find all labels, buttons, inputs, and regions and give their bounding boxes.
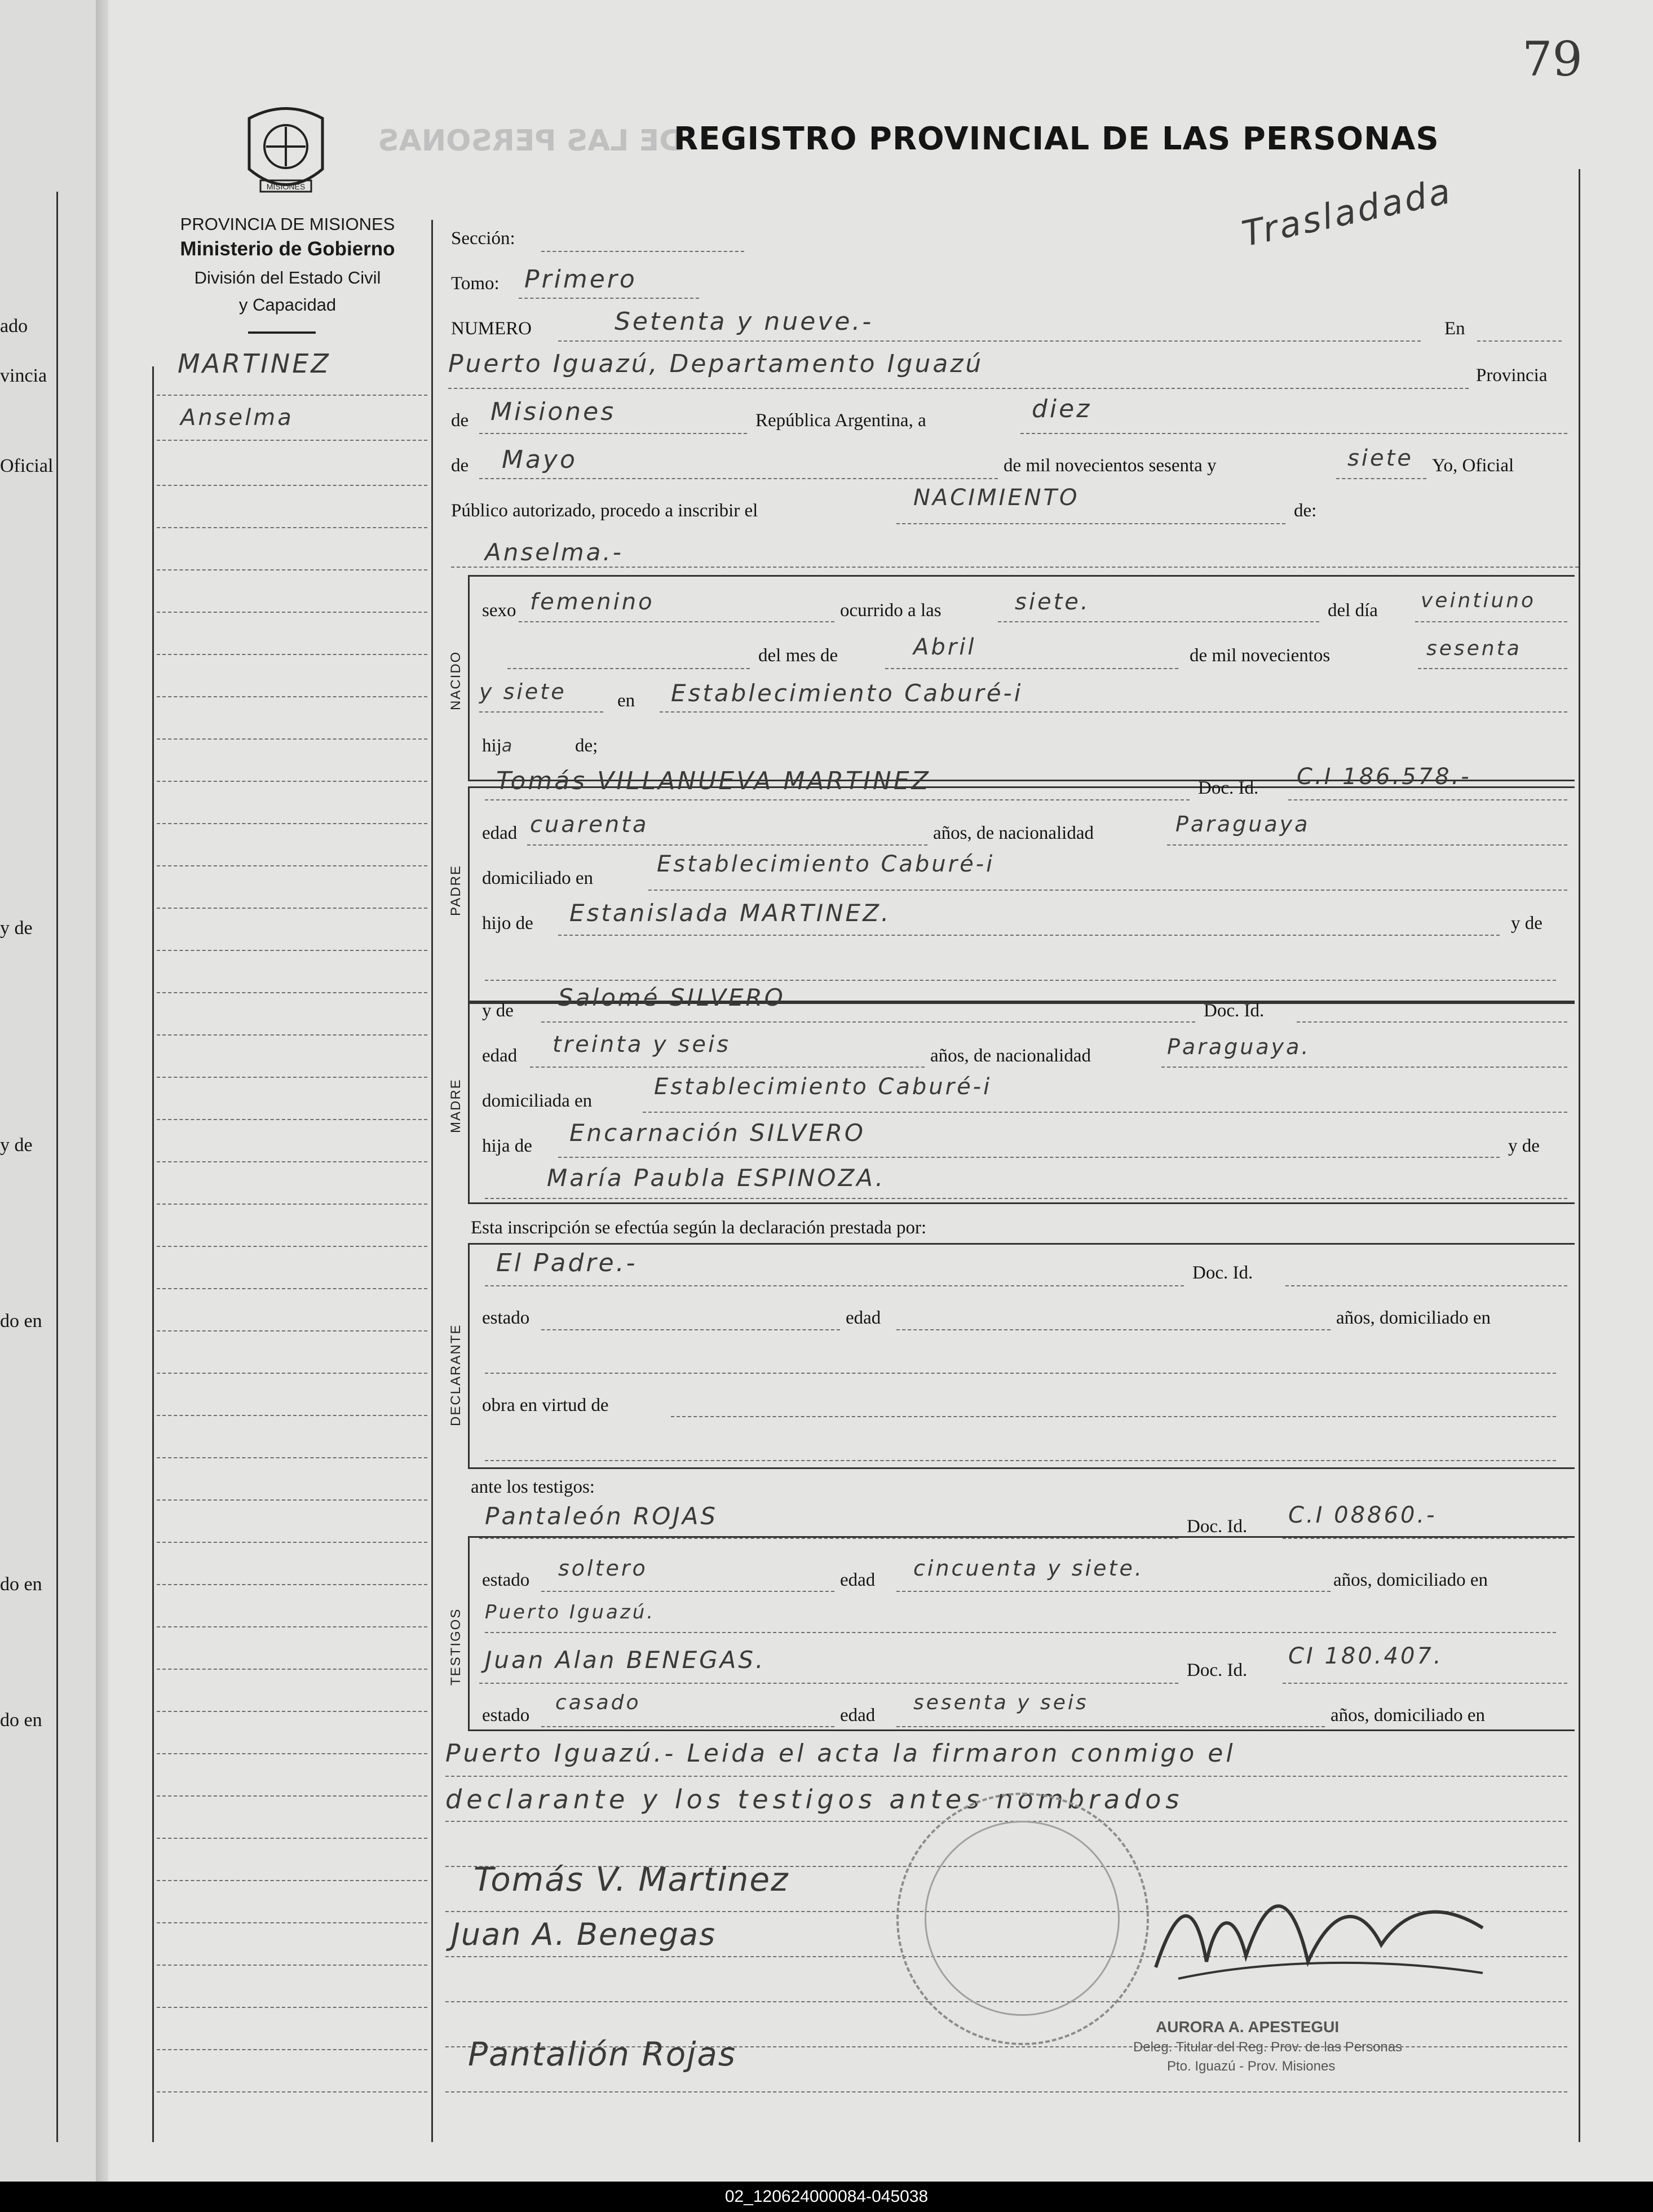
- madre-nac-label: años, de nacionalidad: [930, 1046, 1091, 1066]
- lugar-value: Establecimiento Caburé-i: [671, 679, 1023, 707]
- page-number: 79: [1522, 32, 1583, 87]
- sexo-label: sexo: [482, 600, 516, 621]
- de-label: de: [451, 410, 469, 431]
- testigo1-edad-value: cincuenta y siete.: [913, 1556, 1144, 1581]
- publico-label: Público autorizado, procedo a inscribir el: [451, 501, 758, 521]
- signature-witness-benegas: Juan A. Benegas: [451, 1917, 717, 1952]
- madre-yde-label: y de: [482, 1001, 514, 1021]
- testigo2-estado-value: casado: [555, 1691, 641, 1714]
- testigo1-dom-value: Puerto Iguazú.: [485, 1601, 656, 1623]
- padre-nac-label: años, de nacionalidad: [933, 823, 1094, 843]
- day-value: diez: [1032, 395, 1092, 423]
- mes-value: Abril: [913, 634, 976, 660]
- year-value: siete: [1347, 445, 1413, 471]
- padre-edad-value: cuarenta: [530, 812, 649, 838]
- header-province: PROVINCIA DE MISIONES: [180, 214, 395, 234]
- official-name: AURORA A. APESTEGUI: [1156, 2018, 1340, 2036]
- header-rule: [248, 331, 316, 334]
- de2-label: de: [451, 455, 469, 476]
- republica-label: República Argentina, a: [755, 410, 926, 431]
- mil-label-nacido: de mil novecientos: [1190, 645, 1331, 666]
- closing-text: declarante y los testigos antes nombrados: [445, 1784, 1184, 1815]
- testigo2-doc-label: Doc. Id.: [1187, 1660, 1248, 1680]
- padre-dom-value: Establecimiento Caburé-i: [657, 851, 995, 877]
- testigos-intro: ante los testigos:: [471, 1477, 595, 1497]
- margin-annotation: Trasladada: [1238, 170, 1456, 255]
- testigo2-nombre: Juan Alan BENEGAS.: [485, 1646, 766, 1674]
- testigo1-anos-label: años, domiciliado en: [1333, 1570, 1488, 1590]
- header-capacidad: y Capacidad: [238, 295, 337, 315]
- left-page: [0, 0, 99, 2182]
- anio2-value: y siete: [479, 679, 567, 704]
- declarante-intro: Esta inscripción se efectúa según la declaración prestada por:: [471, 1218, 927, 1238]
- oficial-label: Yo, Oficial: [1432, 455, 1514, 476]
- padre-hijo-value: Estanislada MARTINEZ.: [569, 899, 891, 927]
- testigo1-nombre: Pantaleón ROJAS: [485, 1502, 718, 1530]
- header-division: División del Estado Civil: [194, 268, 381, 287]
- madre-section-label: MADRE: [448, 1078, 463, 1133]
- declarante-section-label: DECLARANTE: [448, 1324, 463, 1426]
- document-title: REGISTRO PROVINCIAL DE LAS PERSONAS: [674, 121, 1439, 157]
- madre-nombre: Salomé SILVERO: [558, 984, 785, 1011]
- madre-dom-label: domiciliada en: [482, 1091, 593, 1111]
- tomo-value: Primero: [524, 265, 637, 294]
- declarante-estado-label: estado: [482, 1308, 530, 1328]
- ocurrido-label: ocurrido a las: [840, 600, 942, 621]
- left-fragment: ado: [0, 316, 28, 337]
- sexo-value: femenino: [530, 589, 655, 615]
- provincia-value: Misiones: [490, 397, 616, 426]
- margin-given-name: Anselma: [180, 405, 294, 431]
- testigo2-dom-value: Puerto Iguazú.- Leida el acta la firmaron conmigo el: [445, 1739, 1236, 1768]
- testigo1-doc-value: C.I 08860.-: [1288, 1502, 1437, 1528]
- mil-label: de mil novecientos sesenta y: [1004, 455, 1217, 476]
- official-signature-icon: [1144, 1877, 1494, 2001]
- numero-value: Setenta y nueve.-: [615, 307, 874, 336]
- del-dia-label: del día: [1328, 600, 1378, 621]
- left-fragment: do en: [0, 1311, 42, 1331]
- acto-value: NACIMIENTO: [913, 485, 1080, 511]
- en-label: En: [1444, 318, 1465, 339]
- madre-hija-value: Encarnación SILVERO: [569, 1119, 865, 1147]
- declarante-nombre: El Padre.-: [496, 1249, 638, 1277]
- hij-prefix: hij: [482, 736, 502, 756]
- left-fragment: do en: [0, 1574, 42, 1595]
- margin-surname: MARTINEZ: [178, 348, 331, 379]
- madre-doc-label: Doc. Id.: [1204, 1001, 1265, 1021]
- madre-edad-label: edad: [482, 1046, 518, 1066]
- hora-value: siete.: [1015, 589, 1090, 615]
- left-fragment: y de: [0, 1135, 33, 1156]
- declarante-doc-label: Doc. Id.: [1192, 1263, 1253, 1283]
- left-fragment: Oficial: [0, 455, 54, 476]
- de-label-nacido: de;: [575, 736, 598, 756]
- svg-text:MISIONES: MISIONES: [266, 182, 306, 191]
- tomo-label: Tomo:: [451, 273, 500, 294]
- margin-column-left: [152, 366, 154, 2142]
- padre-nac-value: Paraguaya: [1175, 812, 1310, 837]
- madre-dom-value: Establecimiento Caburé-i: [654, 1074, 992, 1100]
- testigo1-estado-value: soltero: [558, 1556, 648, 1581]
- madre-nac-value: Paraguaya.: [1167, 1034, 1311, 1059]
- declarante-edad-label: edad: [846, 1308, 881, 1328]
- padre-section-label: PADRE: [448, 865, 463, 916]
- testigo1-estado-label: estado: [482, 1570, 530, 1590]
- hij-label: [482, 736, 514, 756]
- testigo2-doc-value: CI 180.407.: [1288, 1643, 1443, 1669]
- de3-label: de:: [1294, 501, 1317, 521]
- provincia-label: Provincia: [1476, 365, 1548, 386]
- margin-column-right: [431, 220, 433, 2142]
- book-spine: [96, 0, 108, 2182]
- place-value: Puerto Iguazú, Departamento Iguazú: [448, 350, 984, 378]
- declarante-obra-label: obra en virtud de: [482, 1395, 609, 1415]
- padre-hijo-label: hijo de: [482, 913, 533, 934]
- madre-hija-label: hija de: [482, 1136, 532, 1156]
- testigo2-edad-value: sesenta y seis: [913, 1691, 1089, 1714]
- signature-father: Tomás V. Martinez: [474, 1860, 789, 1899]
- left-fragment: vincia: [0, 365, 47, 386]
- nombre-value: Anselma.-: [485, 538, 624, 566]
- padre-doc-label: Doc. Id.: [1198, 778, 1259, 798]
- dia-value: veintiuno: [1421, 589, 1536, 612]
- madre-yde2-label: y de: [1508, 1136, 1540, 1156]
- left-fragment: do en: [0, 1710, 42, 1731]
- anio-value: sesenta: [1426, 637, 1522, 660]
- padre-dom-label: domiciliado en: [482, 868, 594, 888]
- testigo2-anos-label: años, domiciliado en: [1331, 1705, 1486, 1726]
- left-fragment: y de: [0, 918, 33, 939]
- padre-nombre: Tomás VILLANUEVA MARTINEZ: [496, 767, 931, 795]
- madre-madre2-value: María Paubla ESPINOZA.: [547, 1164, 886, 1192]
- declarante-anos-label: años, domiciliado en: [1336, 1308, 1491, 1328]
- testigo1-doc-label: Doc. Id.: [1187, 1516, 1248, 1537]
- hij-suffix: a: [501, 736, 515, 756]
- page-right-rule: [1579, 169, 1580, 2142]
- testigos-section-label: TESTIGOS: [448, 1608, 463, 1685]
- bleed-through-text: DE LAS PERSONAS: [378, 124, 684, 158]
- official-title: Deleg. Titular del Reg. Prov. de las Personas: [1133, 2040, 1403, 2055]
- testigo1-edad-label: edad: [840, 1570, 876, 1590]
- padre-edad-label: edad: [482, 823, 518, 843]
- header-ministry: Ministerio de Gobierno: [180, 238, 395, 260]
- month-value: Mayo: [502, 445, 577, 474]
- seccion-label: Sección:: [451, 228, 515, 249]
- signature-witness-rojas: Pantalión Rojas: [468, 2035, 737, 2073]
- padre-yde-label: y de: [1511, 913, 1542, 934]
- padre-doc-value: C.I 186.578.-: [1297, 764, 1471, 790]
- official-stamp-inner-ring: [925, 1821, 1120, 2016]
- left-column-rule: [56, 192, 58, 2142]
- testigo2-estado-label: estado: [482, 1705, 530, 1726]
- mes-label: del mes de: [758, 645, 838, 666]
- en-label-nacido: en: [617, 691, 635, 711]
- testigo2-edad-label: edad: [840, 1705, 876, 1726]
- numero-label: NUMERO: [451, 318, 532, 339]
- official-place: Pto. Iguazú - Prov. Misiones: [1167, 2059, 1336, 2074]
- madre-edad-value: treinta y seis: [553, 1032, 731, 1058]
- image-id-footer: 02_120624000084-045038: [0, 2182, 1653, 2212]
- provincial-seal-icon: [238, 101, 334, 203]
- nacido-section-label: NACIDO: [448, 651, 463, 710]
